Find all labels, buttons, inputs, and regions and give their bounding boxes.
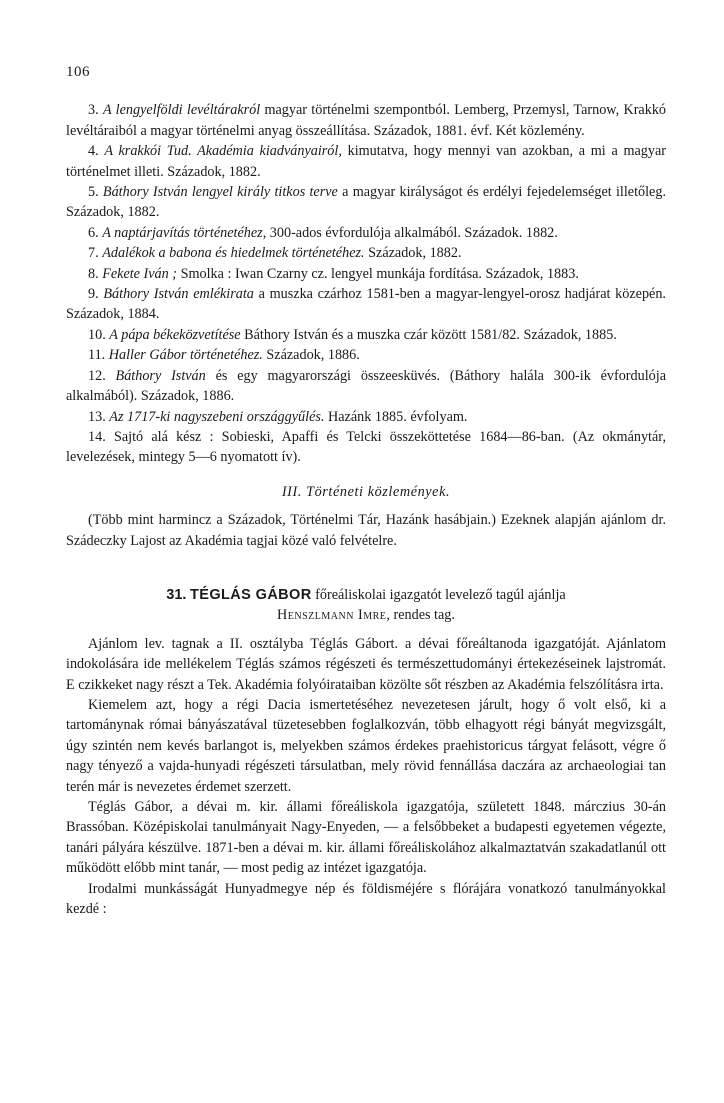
publication-list xyxy=(66,100,666,467)
list-item-number: 14. xyxy=(88,428,114,445)
list-item-title: Adalékok a babona és hiedelmek történetéhez. xyxy=(102,245,365,262)
body-paragraph: Irodalmi munkásságát Hunyadmegye nép és földisméjére s flórájára vonatkozó tanulmányokkal kezdé : xyxy=(66,880,666,918)
list-item-text: kimutatva, hogy mennyi van azokban, a mi a magyar történelmet illeti. Századok, 1882. xyxy=(66,143,667,180)
section-heading: III. Történeti közlemények. xyxy=(281,483,451,500)
list-item-text: Báthory István és a muszka czár között 1581/82. Századok, 1885. xyxy=(240,326,617,343)
list-item-text: és egy magyarországi összeesküvés. (Báthory halála 300-ik évfordulója alkalmából). Századok, 1886. xyxy=(66,367,666,405)
list-item-text: magyar történelmi szempontból. Lemberg, Przemysl, Tarnow, Krakkó levéltáraiból a magyar történelmi anyag összeállítása. Századok, 1881. évf. Két közlemény. xyxy=(66,102,667,139)
body-paragraph: Ajánlom lev. tagnak a II. osztályba Téglás Gábort. a dévai főreáltanoda igazgatóját. Ajánlatom indokolására ide mellékelem Téglás számos régészeti és természettudományi értekezéseinek lajstromát. E czikkeket nagy részt a Tek. Akadémia folyóirataiban közölte sőt részben az Akadémia felszólításra irta. xyxy=(66,635,666,693)
list-item-number: 3. xyxy=(88,102,103,119)
body-paragraph: Kiemelem azt, hogy a régi Dacia ismertetéséhez nevezetesen járult, hogy ő volt első, ki a tartománynak római bányászatával tüzetesebben foglalkozván, több elhagyott régi bányát megvizsgált, úgy szintén nem kevés barlangot is, melyekben számos érdekes praehistoricus tárgyat felásott, végre ő nagy tényező a vajda-hunyadi régészeti társulatban, mely rövid fennállása daczára az archaeologiai tan terén már is nevezetes érdemet szerzett. xyxy=(66,696,666,795)
list-item xyxy=(66,345,666,365)
proposer-rest: , rendes tag. xyxy=(386,607,455,624)
list-item-title: A krakkói Tud. Akadémia kiadványairól, xyxy=(104,143,342,160)
list-item-number: 4. xyxy=(88,143,105,160)
list-item-title: Haller Gábor történetéhez. xyxy=(108,347,263,364)
list-item xyxy=(66,407,666,427)
list-item-title: A pápa békeközvetítése xyxy=(109,326,241,343)
list-item-text: 300-ados évfordulója alkalmából. Századok. 1882. xyxy=(266,224,558,241)
list-item xyxy=(66,141,666,182)
list-item xyxy=(66,284,666,325)
list-item-text: Századok, 1882. xyxy=(364,245,462,262)
list-item xyxy=(66,427,666,468)
list-item-title: Az 1717-ki nagyszebeni országgyűlés. xyxy=(109,408,325,425)
list-item-text: a muszka czárhoz 1581-ben a magyar-lengyel-orosz hadjárat közepén. Századok, 1884. xyxy=(66,286,666,323)
proposal-number: 31. xyxy=(166,586,187,603)
page-number: 106 xyxy=(66,64,90,80)
list-item-title: A naptárjavítás történetéhez, xyxy=(102,224,267,241)
proposer-name: Henszlmann Imre xyxy=(277,607,387,624)
proposer-line xyxy=(66,605,666,625)
document-page xyxy=(66,62,666,919)
list-item-number: 9. xyxy=(88,286,104,303)
list-item xyxy=(66,182,666,223)
list-item-text: Hazánk 1885. évfolyam. xyxy=(324,408,468,425)
body-paragraphs xyxy=(66,634,666,920)
list-item-title: Báthory István emlékirata xyxy=(103,286,254,303)
list-item-number: 12. xyxy=(88,367,116,384)
list-item-number: 13. xyxy=(88,408,110,425)
list-item xyxy=(66,325,666,345)
list-item-text: Smolka : Iwan Czarny cz. lengyel munkája fordítása. Századok, 1883. xyxy=(177,265,579,282)
list-item-text: a magyar királyságot és erdélyi fejedelemséget illetőleg. Századok, 1882. xyxy=(66,184,666,221)
proposal-title-rest: főreáliskolai igazgatót levelező tagúl ajánlja xyxy=(311,586,566,603)
list-item-title: Báthory István lengyel király titkos terve xyxy=(102,184,338,201)
list-item xyxy=(66,366,666,407)
list-item-text: Századok, 1886. xyxy=(262,347,360,364)
list-item-number: 6. xyxy=(88,224,103,241)
list-item-title: Báthory István xyxy=(115,367,206,384)
list-item-number: 10. xyxy=(88,326,110,343)
list-item-number: 7. xyxy=(88,245,103,262)
list-item xyxy=(66,243,666,263)
list-item xyxy=(66,264,666,284)
list-item-title: A lengyelföldi levéltárakról xyxy=(102,102,261,119)
section-text: (Több mint harmincz a Századok, Történelmi Tár, Hazánk hasábjain.) Ezeknek alapján ajánlom dr. Szádeczky Lajost az Akadémia tagjai közé való felvételre. xyxy=(66,512,666,549)
list-item-number: 8. xyxy=(88,265,103,282)
list-item-text: Sajtó alá kész : Sobieski, Apaffi és Telcki összeköttetése 1684—86-ban. (Az okmánytár, levelezések, mintegy 5—6 nyomatott ív). xyxy=(66,428,666,466)
list-item-number: 5. xyxy=(88,184,103,201)
body-paragraph: Téglás Gábor, a dévai m. kir. állami főreáliskola igazgatója, született 1848. márczius 30-án Brassóban. Középiskolai tanulmányait Nagy-Enyeden, — a felsőbbeket a budapesti egyetemen végezte, tanári pályára készülve. 1871-ben a dévai m. kir. állami főreáliskolához alkalmaztatván szakadatlanúl ott működött előbb mint tanár, — most pedig az intézet igazgatója. xyxy=(66,799,666,877)
proposal-name: TÉGLÁS GÁBOR xyxy=(190,586,312,603)
proposal-title xyxy=(66,585,666,605)
list-item xyxy=(66,100,666,141)
list-item-number: 11. xyxy=(88,347,109,364)
list-item xyxy=(66,223,666,243)
list-item-title: Fekete Iván ; xyxy=(102,265,178,282)
